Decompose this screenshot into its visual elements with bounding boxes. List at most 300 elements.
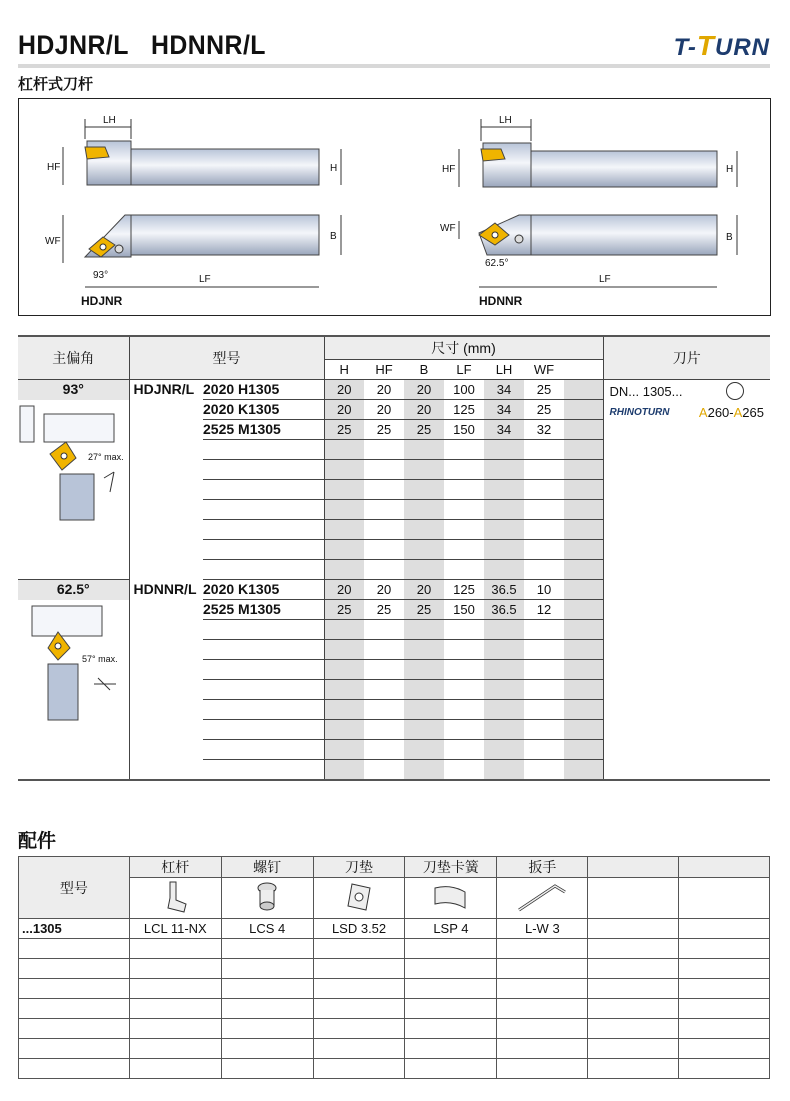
dim-cell — [484, 480, 524, 500]
acc-cell-empty — [588, 1019, 679, 1039]
model-code — [203, 680, 324, 700]
acc-cell-empty — [588, 979, 679, 999]
dim-cell — [364, 640, 404, 660]
acc-cell-shim — [313, 959, 405, 979]
acc-cell-empty — [679, 959, 770, 979]
page-reference[interactable]: A260-A265 — [698, 405, 764, 420]
dim-cell — [324, 660, 364, 680]
acc-screw-header: 螺钉 — [221, 857, 313, 878]
acc-cell-shim — [313, 939, 405, 959]
acc-cell-screw — [221, 979, 313, 999]
dim-cell — [404, 440, 444, 460]
model-prefix — [129, 600, 203, 620]
acc-cell-screw — [221, 939, 313, 959]
angle-value: 93° — [18, 380, 129, 400]
dim-cell: 25 — [404, 420, 444, 440]
acc-cell-screw: LCS 4 — [221, 919, 313, 939]
dim-cell: 36.5 — [484, 600, 524, 620]
acc-row — [19, 939, 770, 959]
model-code — [203, 740, 324, 760]
max-angle-note: 57° max. — [82, 653, 118, 664]
acc-cell-lever: LCL 11-NX — [129, 919, 221, 939]
acc-cell-lever — [129, 939, 221, 959]
angle-value: 62.5° — [18, 580, 129, 600]
right-side-view — [442, 115, 737, 187]
model-prefix — [129, 560, 203, 580]
dim-cell — [364, 440, 404, 460]
dim-cell — [324, 620, 364, 640]
acc-cell-model — [19, 999, 130, 1019]
dim-cell: 25 — [404, 600, 444, 620]
model-prefix — [129, 700, 203, 720]
dim-cell: 25 — [324, 600, 364, 620]
dim-cell: 125 — [444, 580, 484, 600]
dim-cell — [524, 500, 564, 520]
dim-cell — [364, 700, 404, 720]
dim-cell — [484, 740, 524, 760]
dim-cell: 20 — [364, 400, 404, 420]
acc-cell-screw — [221, 1039, 313, 1059]
dim-cell — [324, 520, 364, 540]
model-code — [203, 700, 324, 720]
dim-cell — [364, 740, 404, 760]
dim-cell — [564, 460, 603, 480]
accessories-title: 配件 — [18, 830, 57, 852]
dim-cell — [564, 740, 603, 760]
dim-cell — [524, 640, 564, 660]
dim-cell — [564, 620, 603, 640]
dim-cell — [364, 660, 404, 680]
acc-cell-shim — [313, 1039, 405, 1059]
dim-cell — [524, 620, 564, 640]
model-code: 2525 M1305 — [203, 420, 324, 440]
model-prefix — [129, 620, 203, 640]
dim-cell — [484, 700, 524, 720]
dim-cell — [444, 560, 484, 580]
acc-cell-empty — [679, 1019, 770, 1039]
model-code — [203, 440, 324, 460]
dim-cell: 20 — [404, 580, 444, 600]
dim-cell — [404, 460, 444, 480]
acc-cell-shim — [313, 999, 405, 1019]
acc-cell-model — [19, 959, 130, 979]
dim-cell — [404, 500, 444, 520]
acc-cell-wrench — [497, 939, 588, 959]
dim-cell: 20 — [324, 380, 364, 400]
dim-cell — [324, 700, 364, 720]
dim-cell — [404, 660, 444, 680]
dim-cell — [524, 660, 564, 680]
acc-cell-model — [19, 979, 130, 999]
dim-cell — [324, 760, 364, 781]
acc-cell-wrench — [497, 979, 588, 999]
insert-code: DN... 1305... — [609, 384, 683, 399]
dim-cell — [484, 540, 524, 560]
dim-cell — [564, 660, 603, 680]
dim-cell — [444, 740, 484, 760]
dim-cell — [404, 520, 444, 540]
left-side-view — [47, 115, 341, 185]
dim-cell — [324, 440, 364, 460]
dim-cell: 25 — [524, 380, 564, 400]
dim-cell — [524, 440, 564, 460]
dim-cell — [524, 540, 564, 560]
dim-cell — [404, 720, 444, 740]
hdjnr-label: HDJNR — [81, 294, 123, 308]
shim-icon — [313, 878, 405, 919]
dim-cell — [444, 520, 484, 540]
acc-cell-spring — [405, 959, 497, 979]
lf-label-left: LF — [199, 274, 211, 285]
dim-cell: 20 — [364, 580, 404, 600]
lf-label-right: LF — [599, 274, 611, 285]
acc-empty-icon-2 — [679, 878, 770, 919]
model-prefix — [129, 660, 203, 680]
dim-cell — [324, 480, 364, 500]
dim-cell — [524, 460, 564, 480]
acc-cell-spring — [405, 1039, 497, 1059]
dim-cell: 150 — [444, 600, 484, 620]
dim-cell — [524, 560, 564, 580]
dim-cell — [524, 680, 564, 700]
model-prefix — [129, 400, 203, 420]
dim-cell — [564, 720, 603, 740]
dim-cell — [364, 500, 404, 520]
dim-cell: 20 — [404, 380, 444, 400]
acc-cell-empty — [679, 1039, 770, 1059]
dim-cell — [364, 540, 404, 560]
model-prefix — [129, 760, 203, 781]
acc-empty-icon-1 — [588, 878, 679, 919]
dim-cell — [564, 680, 603, 700]
model-code — [203, 520, 324, 540]
model-prefix — [129, 500, 203, 520]
dim-cell: 34 — [484, 400, 524, 420]
acc-cell-wrench — [497, 959, 588, 979]
dim-cell — [564, 500, 603, 520]
dim-cell — [404, 480, 444, 500]
insert-cell — [603, 380, 770, 781]
acc-cell-empty — [679, 979, 770, 999]
model-prefix — [129, 480, 203, 500]
acc-cell-shim — [313, 1019, 405, 1039]
acc-spring-header: 刀垫卡簧 — [405, 857, 497, 878]
acc-cell-model — [19, 939, 130, 959]
wrench-icon — [497, 878, 588, 919]
model-code: 2525 M1305 — [203, 600, 324, 620]
acc-row — [19, 979, 770, 999]
tool-illustration — [18, 600, 129, 781]
dim-cell — [324, 640, 364, 660]
acc-cell-empty — [588, 1039, 679, 1059]
col-model-header: 型号 — [129, 336, 324, 380]
col-insert-header: 刀片 — [603, 336, 770, 380]
col-hf: HF — [364, 360, 404, 380]
dim-cell — [564, 400, 603, 420]
acc-cell-empty — [588, 959, 679, 979]
dim-cell — [324, 540, 364, 560]
accessories-table — [18, 856, 770, 1079]
acc-empty-header-2 — [679, 857, 770, 878]
dim-cell — [444, 700, 484, 720]
dim-cell — [564, 380, 603, 400]
dim-cell — [524, 760, 564, 781]
model-code: 2020 K1305 — [203, 580, 324, 600]
col-angle-header: 主偏角 — [18, 336, 129, 380]
angle-label-right: 62.5° — [485, 258, 509, 269]
dim-cell — [444, 500, 484, 520]
dim-cell — [404, 640, 444, 660]
dim-cell — [444, 760, 484, 781]
dim-cell: 150 — [444, 420, 484, 440]
logo-part1: T- — [673, 34, 697, 61]
screw-icon — [221, 878, 313, 919]
acc-cell-spring — [405, 939, 497, 959]
spring-icon — [405, 878, 497, 919]
acc-row — [19, 999, 770, 1019]
acc-cell-spring — [405, 999, 497, 1019]
acc-cell-model — [19, 1019, 130, 1039]
col-b: B — [404, 360, 444, 380]
acc-cell-lever — [129, 959, 221, 979]
model-code — [203, 620, 324, 640]
lever-icon — [129, 878, 221, 919]
model-code: 2020 H1305 — [203, 380, 324, 400]
dim-cell — [444, 660, 484, 680]
b-label-right: B — [726, 232, 733, 243]
model-code — [203, 540, 324, 560]
dim-cell — [444, 480, 484, 500]
acc-empty-header-1 — [588, 857, 679, 878]
dim-cell — [404, 620, 444, 640]
dim-cell: 34 — [484, 420, 524, 440]
hdnnr-label: HDNNR — [479, 294, 523, 308]
dim-cell — [484, 660, 524, 680]
dim-cell — [564, 600, 603, 620]
dim-cell: 25 — [364, 600, 404, 620]
acc-cell-wrench — [497, 999, 588, 1019]
dim-cell — [404, 560, 444, 580]
dim-cell: 32 — [524, 420, 564, 440]
dim-cell: 20 — [324, 400, 364, 420]
dim-cell — [484, 440, 524, 460]
acc-model-header: 型号 — [19, 857, 130, 919]
dim-cell — [564, 700, 603, 720]
acc-cell-empty — [679, 1059, 770, 1079]
model-code — [203, 760, 324, 781]
dim-cell — [444, 440, 484, 460]
hf-label-left: HF — [47, 162, 61, 173]
dim-cell: 25 — [364, 420, 404, 440]
model-prefix — [129, 740, 203, 760]
acc-cell-empty — [679, 919, 770, 939]
acc-shim-header: 刀垫 — [313, 857, 405, 878]
spec-table — [18, 335, 770, 781]
tool-diagram-svg — [19, 99, 770, 315]
model-code — [203, 500, 324, 520]
dim-cell: 25 — [524, 400, 564, 420]
dim-cell: 20 — [404, 400, 444, 420]
acc-cell-shim — [313, 1059, 405, 1079]
tool-diagram — [18, 98, 771, 316]
model-code: 2020 K1305 — [203, 400, 324, 420]
dim-cell — [364, 480, 404, 500]
dim-cell — [484, 560, 524, 580]
dim-cell — [364, 520, 404, 540]
dim-cell — [364, 460, 404, 480]
model-code — [203, 460, 324, 480]
acc-cell-spring — [405, 1019, 497, 1039]
dim-cell — [404, 680, 444, 700]
dim-cell: 10 — [524, 580, 564, 600]
dim-cell — [524, 480, 564, 500]
left-bottom-view — [45, 215, 341, 308]
dim-cell — [524, 700, 564, 720]
acc-cell-wrench: L-W 3 — [497, 919, 588, 939]
acc-cell-lever — [129, 979, 221, 999]
model-prefix — [129, 520, 203, 540]
dim-cell — [444, 640, 484, 660]
table-row — [18, 380, 770, 400]
logo-part2: T — [696, 30, 715, 61]
right-bottom-view — [440, 215, 737, 308]
magnifier-icon[interactable] — [726, 382, 744, 400]
dim-cell — [364, 720, 404, 740]
acc-cell-model: ...1305 — [19, 919, 130, 939]
acc-row — [19, 959, 770, 979]
dim-cell — [324, 560, 364, 580]
col-h: H — [324, 360, 364, 380]
brand-logo — [674, 30, 770, 62]
dim-cell — [444, 720, 484, 740]
acc-cell-empty — [679, 939, 770, 959]
acc-row — [19, 1039, 770, 1059]
acc-cell-wrench — [497, 1019, 588, 1039]
acc-cell-lever — [129, 1039, 221, 1059]
dim-cell: 125 — [444, 400, 484, 420]
h-label-left: H — [330, 163, 338, 174]
acc-cell-screw — [221, 1019, 313, 1039]
dim-cell — [364, 620, 404, 640]
dim-cell — [404, 700, 444, 720]
lh-label-left: LH — [103, 115, 116, 126]
dim-cell — [324, 720, 364, 740]
dim-cell — [324, 680, 364, 700]
model-prefix — [129, 420, 203, 440]
model-code — [203, 720, 324, 740]
dim-cell — [484, 720, 524, 740]
model-code — [203, 480, 324, 500]
acc-row — [19, 919, 770, 939]
model-prefix — [129, 680, 203, 700]
dim-cell — [564, 420, 603, 440]
dim-cell — [484, 620, 524, 640]
acc-cell-spring — [405, 979, 497, 999]
dim-cell — [444, 620, 484, 640]
col-wf: WF — [524, 360, 564, 380]
model-code — [203, 660, 324, 680]
acc-cell-model — [19, 1059, 130, 1079]
model-code — [203, 640, 324, 660]
model-prefix — [129, 720, 203, 740]
tool-illustration — [18, 400, 129, 580]
acc-cell-lever — [129, 1059, 221, 1079]
b-label-left: B — [330, 231, 337, 242]
acc-cell-shim — [313, 979, 405, 999]
dim-cell — [564, 760, 603, 781]
dim-cell — [364, 680, 404, 700]
subtitle: 杠杆式刀杆 — [18, 75, 94, 93]
dim-cell — [564, 520, 603, 540]
dim-cell: 34 — [484, 380, 524, 400]
dim-cell — [404, 740, 444, 760]
dim-cell — [324, 460, 364, 480]
acc-cell-lever — [129, 1019, 221, 1039]
model-prefix — [129, 640, 203, 660]
acc-cell-lever — [129, 999, 221, 1019]
dim-cell — [484, 460, 524, 480]
col-lf: LF — [444, 360, 484, 380]
max-angle-note: 27° max. — [88, 451, 124, 462]
model-prefix: HDJNR/L — [133, 381, 195, 397]
dim-cell — [484, 760, 524, 781]
acc-cell-shim: LSD 3.52 — [313, 919, 405, 939]
dim-cell — [404, 760, 444, 781]
dim-cell — [364, 760, 404, 781]
dim-cell — [444, 680, 484, 700]
acc-cell-spring: LSP 4 — [405, 919, 497, 939]
acc-cell-screw — [221, 959, 313, 979]
dim-cell — [324, 500, 364, 520]
acc-cell-empty — [588, 1059, 679, 1079]
dim-cell — [484, 680, 524, 700]
dim-cell — [564, 440, 603, 460]
acc-cell-model — [19, 1039, 130, 1059]
acc-cell-spring — [405, 1059, 497, 1079]
dim-cell — [324, 740, 364, 760]
acc-cell-screw — [221, 999, 313, 1019]
dim-cell — [524, 740, 564, 760]
page-title: HDJNR/L HDNNR/L — [18, 30, 266, 60]
hf-label-right: HF — [442, 164, 456, 175]
acc-cell-wrench — [497, 1039, 588, 1059]
col-blank — [564, 360, 603, 380]
acc-cell-empty — [679, 999, 770, 1019]
logo-part3: URN — [715, 34, 770, 61]
acc-lever-header: 杠杆 — [129, 857, 221, 878]
dim-cell: 36.5 — [484, 580, 524, 600]
dim-cell — [484, 640, 524, 660]
wf-label-right: WF — [440, 223, 456, 234]
dim-cell: 20 — [364, 380, 404, 400]
dim-cell — [364, 560, 404, 580]
dim-cell: 25 — [324, 420, 364, 440]
dim-cell: 20 — [324, 580, 364, 600]
model-prefix: HDNNR/L — [133, 581, 197, 597]
wf-label-left: WF — [45, 236, 61, 247]
dim-cell — [444, 460, 484, 480]
acc-row — [19, 1059, 770, 1079]
model-code — [203, 560, 324, 580]
acc-cell-screw — [221, 1059, 313, 1079]
acc-cell-empty — [588, 999, 679, 1019]
title-divider — [18, 64, 770, 68]
acc-row — [19, 1019, 770, 1039]
acc-cell-empty — [588, 939, 679, 959]
dim-cell — [524, 520, 564, 540]
model-prefix — [129, 440, 203, 460]
col-dims-header: 尺寸 (mm) — [324, 336, 603, 360]
